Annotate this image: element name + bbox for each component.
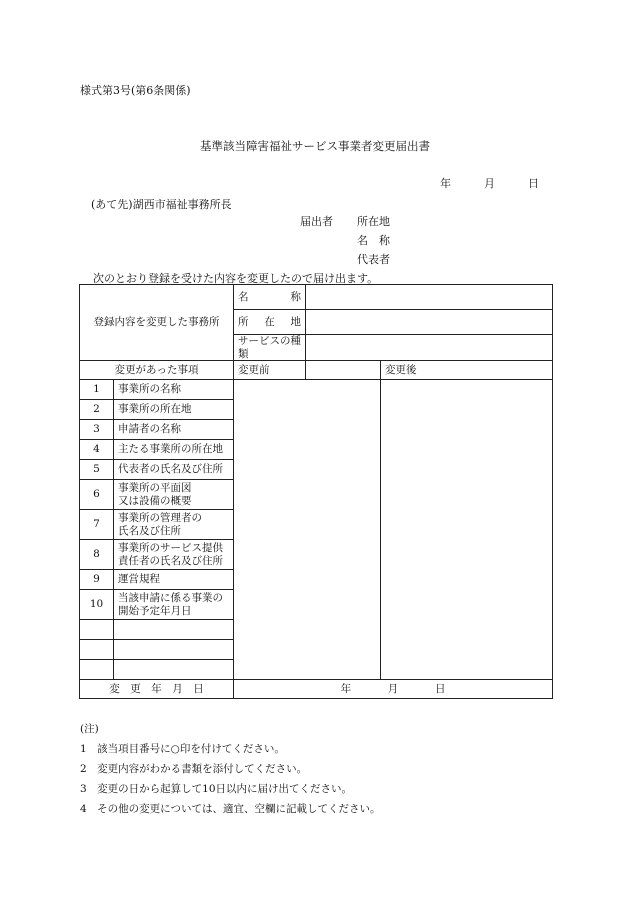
note-item: 1 該当項目番号に○印を付けてください。 <box>80 743 285 755</box>
change-item-number[interactable]: 5 <box>80 460 114 480</box>
change-item-row <box>80 380 553 400</box>
intro-text: 次のとおり登録を受けた内容を変更したので届け出ます。 <box>93 272 379 285</box>
date-day-label: 日 <box>528 177 539 190</box>
change-item-number[interactable]: 10 <box>80 590 114 620</box>
note-item: 3 変更の日から起算して10日以内に届け出てください。 <box>80 783 353 795</box>
blank-item-text[interactable] <box>114 620 234 640</box>
notes-heading: (注) <box>80 723 99 735</box>
blank-item-number[interactable] <box>80 660 114 680</box>
before-change-field[interactable] <box>234 380 381 680</box>
applicant-name-label: 名 称 <box>357 234 390 247</box>
note-item: 4 その他の変更については、適宜、空欄に記載してください。 <box>80 803 381 815</box>
date-year-label: 年 <box>440 177 451 190</box>
changes-before-header: 変更前 <box>234 361 306 380</box>
applicant-label: 届出者 <box>300 215 333 228</box>
registration-name-label: 名 称 <box>234 285 306 310</box>
change-item-text: 事業所の平面図 又は設備の概要 <box>114 480 234 510</box>
change-date-label: 変 更 年 月 日 <box>80 680 234 699</box>
addressee: (あて先)湖西市福祉事務所長 <box>91 198 232 211</box>
changes-item-header: 変更があった事項 <box>80 361 234 380</box>
form-number: 様式第3号(第6条関係) <box>80 84 191 97</box>
change-date-field[interactable] <box>234 680 553 699</box>
blank-item-number[interactable] <box>80 640 114 660</box>
registration-name-field[interactable] <box>306 285 553 310</box>
change-item-text: 代表者の氏名及び住所 <box>114 460 234 480</box>
note-item: 2 変更内容がわかる書類を添付してください。 <box>80 763 308 775</box>
applicant-representative-label: 代表者 <box>357 253 390 266</box>
after-change-field[interactable] <box>381 380 553 680</box>
registration-service-type-label: サービスの種類 <box>234 335 306 361</box>
change-item-text: 事業所のサービス提供 責任者の氏名及び住所 <box>114 540 234 570</box>
change-form-table <box>79 284 553 699</box>
blank-item-text[interactable] <box>114 640 234 660</box>
change-item-number[interactable]: 9 <box>80 570 114 590</box>
change-item-text: 事業所の所在地 <box>114 400 234 420</box>
change-item-text: 申請者の名称 <box>114 420 234 440</box>
change-date-day: 日 <box>434 682 446 695</box>
document-title: 基準該当障害福祉サービス事業者変更届出書 <box>200 139 430 153</box>
blank-item-text[interactable] <box>114 660 234 680</box>
change-item-number[interactable]: 6 <box>80 480 114 510</box>
change-item-text: 事業所の管理者の 氏名及び住所 <box>114 510 234 540</box>
registration-service-type-field[interactable] <box>306 335 553 361</box>
registration-address-label: 所 在 地 <box>234 310 306 335</box>
change-item-number[interactable]: 4 <box>80 440 114 460</box>
registration-address-field[interactable] <box>306 310 553 335</box>
change-item-text: 当該申請に係る事業の 開始予定年月日 <box>114 590 234 620</box>
submission-date <box>440 175 539 191</box>
change-item-number[interactable]: 8 <box>80 540 114 570</box>
date-month-label: 月 <box>484 177 495 190</box>
change-item-text: 事業所の名称 <box>114 380 234 400</box>
changes-after-header: 変更後 <box>381 361 553 380</box>
change-item-number[interactable]: 1 <box>80 380 114 400</box>
change-date-month: 月 <box>387 682 399 695</box>
applicant-address-label: 所在地 <box>357 215 390 228</box>
registration-section-label: 登録内容を変更した事務所 <box>80 285 234 361</box>
change-item-text: 運営規程 <box>114 570 234 590</box>
change-item-text: 主たる事業所の所在地 <box>114 440 234 460</box>
blank-item-number[interactable] <box>80 620 114 640</box>
change-item-number[interactable]: 7 <box>80 510 114 540</box>
change-item-number[interactable]: 2 <box>80 400 114 420</box>
change-item-number[interactable]: 3 <box>80 420 114 440</box>
change-date-year: 年 <box>340 682 352 695</box>
